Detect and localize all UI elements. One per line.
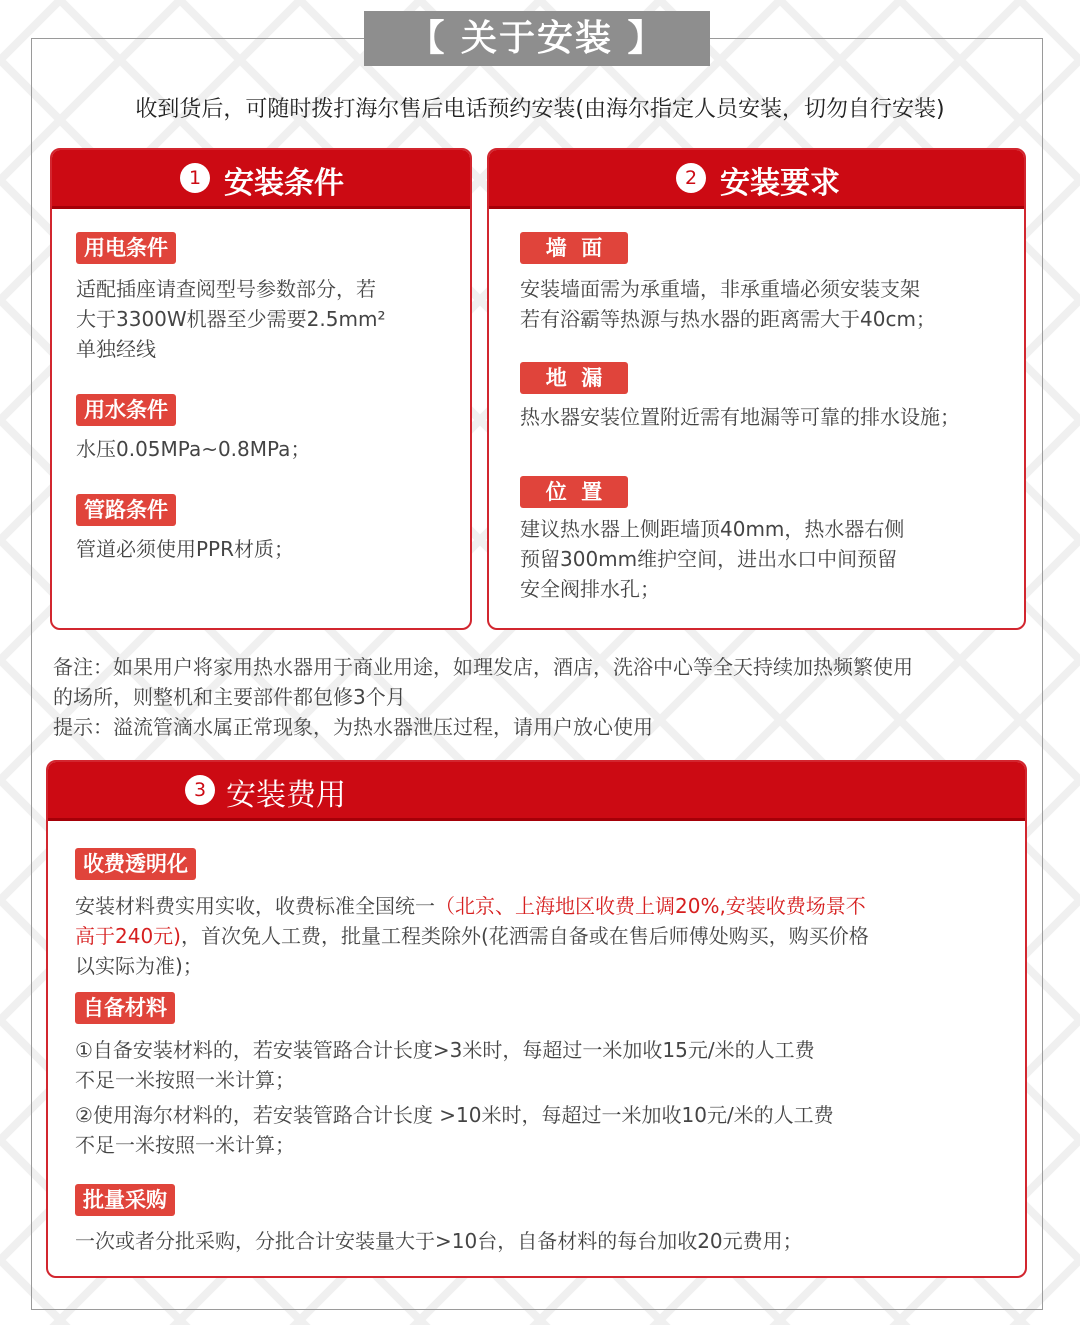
water-line-1: 水压0.05MPa~0.8MPa； <box>76 437 311 461</box>
materials-line-1: ①自备安装材料的，若安装管路合计长度>3米时，每超过一米加收15元/米的人工费 <box>75 1038 815 1062</box>
tag-position: 位 置 <box>520 476 628 508</box>
step-number: 3 <box>185 775 215 805</box>
page-title: 【 关于安装 】 <box>364 11 710 66</box>
wall-line-1: 安装墙面需为承重墙，非承重墙必须安装支架 <box>520 277 920 301</box>
transparent-line-3: 以实际为准)； <box>75 954 203 978</box>
transparent-line-1-highlight: （北京、上海地区收费上调20%,安装收费场景不 <box>435 894 866 918</box>
tip-line: 提示：溢流管滴水属正常现象，为热水器泄压过程，请用户放心使用 <box>53 715 653 739</box>
step-number: 2 <box>676 163 706 193</box>
power-line-3: 单独经线 <box>76 337 156 361</box>
tag-pipe: 管路条件 <box>76 494 176 526</box>
materials-line-4: 不足一米按照一米计算； <box>75 1133 295 1157</box>
tag-water: 用水条件 <box>76 394 176 426</box>
tag-wall: 墙 面 <box>520 232 628 264</box>
note-line-1: 备注：如果用户将家用热水器用于商业用途，如理发店，酒店，洗浴中心等全天持续加热频繁使用 <box>53 655 913 679</box>
note-line-2: 的场所，则整机和主要部件都包修3个月 <box>53 685 406 709</box>
section-heading: 安装费用 <box>226 778 346 813</box>
position-line-1: 建议热水器上侧距墙顶40mm，热水器右侧 <box>520 517 905 541</box>
drain-line-1: 热水器安装位置附近需有地漏等可靠的排水设施； <box>520 405 960 429</box>
position-line-2: 预留300mm维护空间，进出水口中间预留 <box>520 547 898 571</box>
card-install-fees <box>46 760 1027 1278</box>
bulk-line-1: 一次或者分批采购，分批合计安装量大于>10台，自备材料的每台加收20元费用； <box>75 1229 803 1253</box>
card-header <box>52 150 470 209</box>
tag-bulk: 批量采购 <box>75 1184 175 1216</box>
tag-transparent: 收费透明化 <box>75 848 196 880</box>
tag-power: 用电条件 <box>76 232 176 264</box>
section-heading: 安装条件 <box>224 166 344 201</box>
section-heading: 安装要求 <box>720 166 840 201</box>
pipe-line-1: 管道必须使用PPR材质； <box>76 537 295 561</box>
card-install-requirements <box>487 148 1026 630</box>
materials-line-2: 不足一米按照一米计算； <box>75 1068 295 1092</box>
materials-line-3: ②使用海尔材料的，若安装管路合计长度 >10米时，每超过一米加收10元/米的人工费 <box>75 1103 834 1127</box>
tag-materials: 自备材料 <box>75 992 175 1024</box>
transparent-line-2-text: ，首次免人工费，批量工程类除外(花洒需自备或在售后师傅处购买，购买价格 <box>180 924 869 948</box>
transparent-line-1 <box>75 891 866 921</box>
wall-line-2: 若有浴霸等热源与热水器的距离需大于40cm； <box>520 307 936 331</box>
intro-text: 收到货后，可随时拨打海尔售后电话预约安装(由海尔指定人员安装，切勿自行安装) <box>135 97 945 122</box>
transparent-line-1-text: 安装材料费实用实收，收费标准全国统一 <box>75 894 435 918</box>
card-header <box>48 762 1025 821</box>
card-header <box>489 150 1024 209</box>
transparent-line-2 <box>75 921 869 951</box>
step-number: 1 <box>180 163 210 193</box>
card-install-conditions <box>50 148 472 630</box>
tag-drain: 地 漏 <box>520 362 628 394</box>
position-line-3: 安全阀排水孔； <box>520 577 660 601</box>
transparent-line-2-highlight: 高于240元) <box>75 924 181 948</box>
power-line-1: 适配插座请查阅型号参数部分，若 <box>76 277 376 301</box>
power-line-2: 大于3300W机器至少需要2.5mm² <box>76 307 386 331</box>
